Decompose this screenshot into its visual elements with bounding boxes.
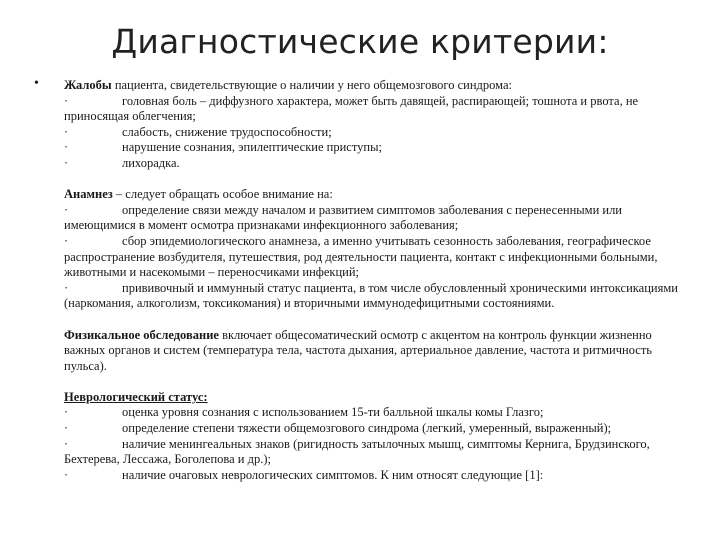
complaints-intro-text: пациента, свидетельствующие о наличии у него общемозгового синдрома: bbox=[111, 78, 512, 92]
anamnesis-intro-text: – следует обращать особое внимание на: bbox=[112, 187, 333, 202]
complaints-heading: Жалобы bbox=[64, 78, 112, 92]
item-text: наличие менингеальных знаков (ригидность затылочных мышц, симптомы Кернига, Брудзинского, Бехтерева, Лессажа, Боголепова и др.); bbox=[64, 436, 650, 467]
item-marker: · bbox=[64, 436, 69, 451]
item-text: нарушение сознания, эпилептические приступы; bbox=[122, 140, 382, 155]
complaints-intro bbox=[64, 78, 682, 94]
list-item bbox=[64, 437, 682, 468]
list-item bbox=[64, 468, 682, 484]
anamnesis-section bbox=[64, 187, 682, 312]
list-item bbox=[64, 140, 682, 156]
item-text: наличие очаговых неврологических симптомов. К ним относят следующие [1]: bbox=[122, 467, 544, 482]
bullet-marker: • bbox=[34, 76, 39, 91]
item-marker: · bbox=[64, 140, 69, 155]
exam-heading: Физикальное обследование bbox=[64, 327, 219, 342]
list-item bbox=[64, 203, 682, 234]
item-marker: · bbox=[64, 405, 69, 420]
item-text: прививочный и иммунный статус пациента, в том числе обусловленный хроническими интоксикациями (наркомания, алкоголизм, токсикомания) и вторичными иммунодефицитными состояниями. bbox=[64, 280, 678, 311]
anamnesis-intro bbox=[64, 187, 682, 203]
item-marker: · bbox=[64, 202, 69, 217]
slide-body bbox=[64, 78, 682, 499]
item-text: оценка уровня сознания с использованием 15-ти балльной шкалы комы Глазго; bbox=[122, 405, 544, 420]
list-item bbox=[64, 234, 682, 281]
list-item bbox=[64, 156, 682, 172]
item-marker: · bbox=[64, 93, 69, 108]
item-marker: · bbox=[64, 280, 69, 295]
item-text: головная боль – диффузного характера, может быть давящей, распирающей; тошнота и рвота, не приносящая облегчения; bbox=[64, 93, 639, 124]
complaints-section bbox=[64, 78, 682, 172]
item-text: слабость, снижение трудоспособности; bbox=[122, 124, 332, 139]
item-marker: · bbox=[64, 124, 69, 139]
item-text: лихорадка. bbox=[122, 155, 180, 170]
list-item bbox=[64, 405, 682, 421]
neuro-section bbox=[64, 390, 682, 484]
item-marker: · bbox=[64, 467, 69, 482]
list-item bbox=[64, 125, 682, 141]
slide-title: Диагностические критерии: bbox=[111, 22, 609, 61]
neuro-intro bbox=[64, 390, 682, 406]
exam-section bbox=[64, 328, 682, 375]
item-marker: · bbox=[64, 155, 69, 170]
item-text: определение связи между началом и развитием симптомов заболевания с перенесенными или имеющимися в момент осмотра признаками инфекционного заболевания; bbox=[64, 202, 622, 233]
anamnesis-heading: Анамнез bbox=[64, 187, 113, 202]
item-marker: · bbox=[64, 421, 69, 436]
list-item bbox=[64, 421, 682, 437]
item-text: определение степени тяжести общемозгового синдрома (легкий, умеренный, выраженный); bbox=[122, 421, 612, 436]
exam-text: включает общесоматический осмотр с акцентом на контроль функции жизненно важных органов и систем (температура тела, частота дыхания, артериальное давление, частота и ритмичность пульса). bbox=[64, 327, 652, 373]
neuro-heading: Неврологический статус: bbox=[64, 389, 208, 404]
item-text: сбор эпидемиологического анамнеза, а именно учитывать сезонность заболевания, географическое распространение возбудителя, путешествия, род деятельности пациента, контакт с инфекционными больными, животными и насекомыми – переносчиками инфекций; bbox=[64, 233, 658, 280]
list-item bbox=[64, 94, 682, 125]
item-marker: · bbox=[64, 233, 69, 248]
list-item bbox=[64, 281, 682, 312]
